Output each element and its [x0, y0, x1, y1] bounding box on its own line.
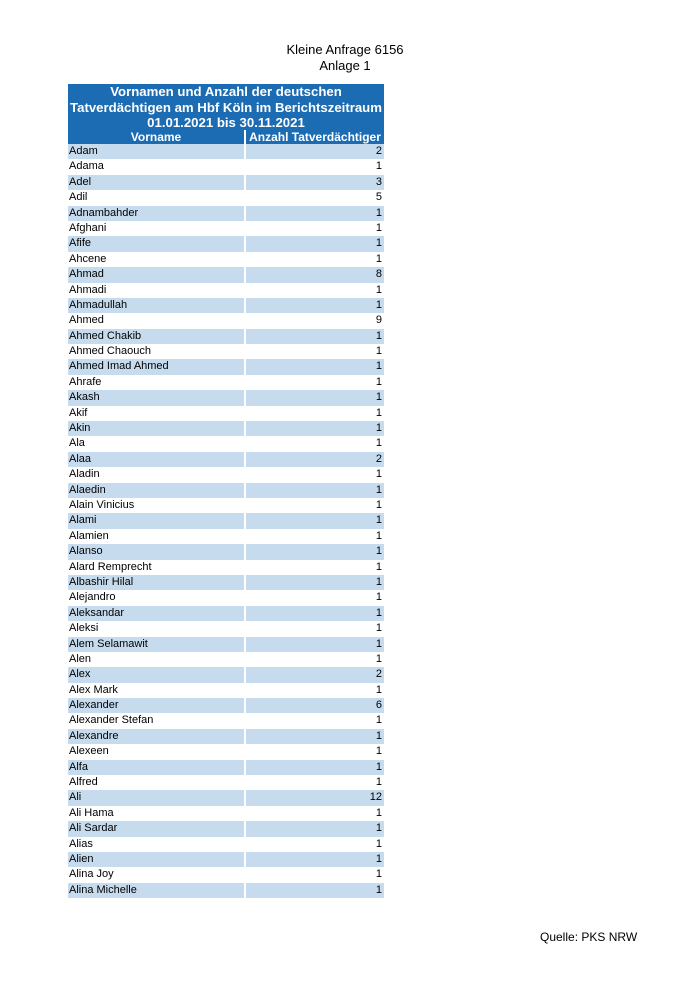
cell-first-name: Alejandro [69, 591, 116, 604]
cell-suspect-count: 1 [375, 652, 382, 665]
cell-suspect-count: 1 [246, 575, 384, 590]
cell-suspect-count: 2 [246, 667, 384, 682]
cell-first-name: Ahmed Chaouch [69, 345, 151, 358]
cell-suspect-count: 1 [246, 760, 384, 775]
cell-suspect-count: 1 [375, 160, 382, 173]
cell-first-name: Aleksandar [68, 606, 244, 621]
table-row [68, 821, 384, 836]
table-row [68, 513, 384, 528]
inquiry-number: Kleine Anfrage 6156 [286, 42, 404, 57]
cell-first-name: Alina Michelle [68, 883, 244, 898]
cell-suspect-count: 1 [246, 513, 384, 528]
cell-first-name: Aleksi [69, 622, 99, 635]
cell-first-name: Alaa [68, 452, 244, 467]
cell-suspect-count: 1 [246, 637, 384, 652]
cell-suspect-count: 1 [375, 683, 382, 696]
cell-first-name: Ahmad [68, 267, 244, 282]
table-row [68, 206, 384, 221]
cell-first-name: Alexander [68, 698, 244, 713]
table-row [68, 313, 384, 328]
table-row [68, 375, 384, 390]
cell-first-name: Alexeen [69, 745, 109, 758]
cell-first-name: Alien [68, 852, 244, 867]
table-row [68, 483, 384, 498]
cell-suspect-count: 1 [375, 745, 382, 758]
cell-suspect-count: 1 [375, 529, 382, 542]
table-body [68, 144, 384, 898]
cell-suspect-count: 1 [375, 622, 382, 635]
cell-first-name: Ahmed [69, 314, 104, 327]
cell-suspect-count: 1 [375, 837, 382, 850]
table-row [68, 344, 384, 359]
cell-suspect-count: 5 [375, 191, 382, 204]
table-title-line: Tatverdächtigen am Hbf Köln im Berichtszeitraum [70, 99, 382, 115]
cell-first-name: Alfa [68, 760, 244, 775]
table-row [68, 560, 384, 575]
cell-suspect-count: 2 [246, 452, 384, 467]
cell-first-name: Alem Selamawit [68, 637, 244, 652]
cell-first-name: Alamien [69, 529, 109, 542]
cell-first-name: Adnambahder [68, 206, 244, 221]
cell-first-name: Alex [68, 667, 244, 682]
table-row [68, 667, 384, 682]
table-row [68, 683, 384, 698]
table-row [68, 760, 384, 775]
cell-suspect-count: 1 [246, 206, 384, 221]
table-row [68, 621, 384, 636]
table-row [68, 590, 384, 605]
table-row [68, 637, 384, 652]
cell-first-name: Alen [69, 652, 92, 665]
table-row [68, 837, 384, 852]
column-header-name: Vorname [68, 130, 244, 144]
cell-suspect-count: 1 [246, 421, 384, 436]
cell-suspect-count: 1 [375, 345, 382, 358]
cell-first-name: Alami [68, 513, 244, 528]
cell-suspect-count: 6 [246, 698, 384, 713]
cell-suspect-count: 1 [246, 729, 384, 744]
cell-suspect-count: 1 [375, 437, 382, 450]
table-row [68, 406, 384, 421]
table-row [68, 267, 384, 282]
cell-suspect-count: 1 [246, 359, 384, 374]
cell-suspect-count: 1 [246, 329, 384, 344]
table-row [68, 175, 384, 190]
cell-suspect-count: 9 [375, 314, 382, 327]
cell-first-name: Ala [69, 437, 85, 450]
cell-first-name: Ali Hama [69, 806, 114, 819]
table-row [68, 359, 384, 374]
cell-suspect-count: 1 [375, 591, 382, 604]
cell-first-name: Alex Mark [69, 683, 118, 696]
table-row [68, 867, 384, 882]
cell-first-name: Afghani [69, 221, 107, 234]
cell-first-name: Akin [68, 421, 244, 436]
table-row [68, 221, 384, 236]
cell-first-name: Ali [68, 790, 244, 805]
table-row [68, 713, 384, 728]
cell-suspect-count: 1 [246, 544, 384, 559]
source-note: Quelle: PKS NRW [540, 930, 638, 944]
cell-first-name: Adama [69, 160, 104, 173]
cell-suspect-count: 12 [246, 790, 384, 805]
cell-suspect-count: 1 [246, 883, 384, 898]
table-row [68, 436, 384, 451]
cell-first-name: Albashir Hilal [68, 575, 244, 590]
table-title-line: Vornamen und Anzahl der deutschen [110, 84, 342, 99]
table-row [68, 452, 384, 467]
table-row [68, 236, 384, 251]
table-row [68, 329, 384, 344]
attachment-label: Anlage 1 [319, 57, 371, 73]
table-row [68, 252, 384, 267]
table-row [68, 775, 384, 790]
table-row [68, 883, 384, 898]
table-row [68, 190, 384, 205]
table-row [68, 283, 384, 298]
table-title [68, 84, 384, 130]
table-row [68, 806, 384, 821]
cell-suspect-count: 1 [375, 498, 382, 511]
cell-first-name: Alaedin [68, 483, 244, 498]
cell-first-name: Alina Joy [69, 868, 114, 881]
cell-suspect-count: 1 [375, 868, 382, 881]
cell-first-name: Akash [68, 390, 244, 405]
table-row [68, 529, 384, 544]
table-row [68, 729, 384, 744]
table-row [68, 575, 384, 590]
cell-suspect-count: 1 [375, 221, 382, 234]
cell-suspect-count: 1 [246, 298, 384, 313]
cell-first-name: Ahcene [69, 252, 107, 265]
cell-first-name: Alfred [69, 776, 98, 789]
cell-first-name: Ahmadi [69, 283, 107, 296]
table-row [68, 467, 384, 482]
table-row [68, 421, 384, 436]
cell-first-name: Ali Sardar [68, 821, 244, 836]
table-row [68, 544, 384, 559]
cell-first-name: Ahrafe [69, 375, 102, 388]
table-row [68, 159, 384, 174]
cell-first-name: Ahmadullah [68, 298, 244, 313]
table-title-line: 01.01.2021 bis 30.11.2021 [147, 115, 305, 130]
table-row [68, 390, 384, 405]
cell-suspect-count: 1 [375, 776, 382, 789]
table-row [68, 790, 384, 805]
cell-first-name: Alard Remprecht [69, 560, 152, 573]
cell-suspect-count: 1 [246, 483, 384, 498]
table-row [68, 698, 384, 713]
cell-first-name: Aladin [69, 468, 100, 481]
table-row [68, 298, 384, 313]
table-row [68, 744, 384, 759]
cell-suspect-count: 1 [246, 821, 384, 836]
cell-first-name: Alexandre [68, 729, 244, 744]
cell-first-name: Alias [69, 837, 93, 850]
names-table [68, 84, 384, 898]
cell-suspect-count: 1 [375, 468, 382, 481]
cell-suspect-count: 1 [375, 252, 382, 265]
cell-first-name: Akif [69, 406, 88, 419]
cell-suspect-count: 1 [375, 406, 382, 419]
table-row [68, 852, 384, 867]
cell-suspect-count: 2 [246, 144, 384, 159]
cell-first-name: Alanso [68, 544, 244, 559]
cell-suspect-count: 1 [375, 283, 382, 296]
document-reference [230, 42, 460, 73]
table-header-row [68, 130, 384, 144]
cell-first-name: Adel [68, 175, 244, 190]
cell-first-name: Ahmed Imad Ahmed [68, 359, 244, 374]
table-row [68, 606, 384, 621]
table-row [68, 144, 384, 159]
cell-first-name: Adil [69, 191, 88, 204]
cell-suspect-count: 8 [246, 267, 384, 282]
table-row [68, 652, 384, 667]
cell-suspect-count: 1 [246, 236, 384, 251]
cell-first-name: Ahmed Chakib [68, 329, 244, 344]
cell-first-name: Alain Vinicius [69, 498, 135, 511]
cell-suspect-count: 1 [246, 390, 384, 405]
cell-first-name: Adam [68, 144, 244, 159]
cell-suspect-count: 1 [246, 606, 384, 621]
table-row [68, 498, 384, 513]
cell-suspect-count: 1 [375, 806, 382, 819]
cell-first-name: Afife [68, 236, 244, 251]
cell-suspect-count: 3 [246, 175, 384, 190]
column-header-count: Anzahl Tatverdächtiger [246, 130, 384, 144]
cell-suspect-count: 1 [375, 560, 382, 573]
cell-suspect-count: 1 [246, 852, 384, 867]
cell-suspect-count: 1 [375, 375, 382, 388]
cell-first-name: Alexander Stefan [69, 714, 154, 727]
cell-suspect-count: 1 [375, 714, 382, 727]
